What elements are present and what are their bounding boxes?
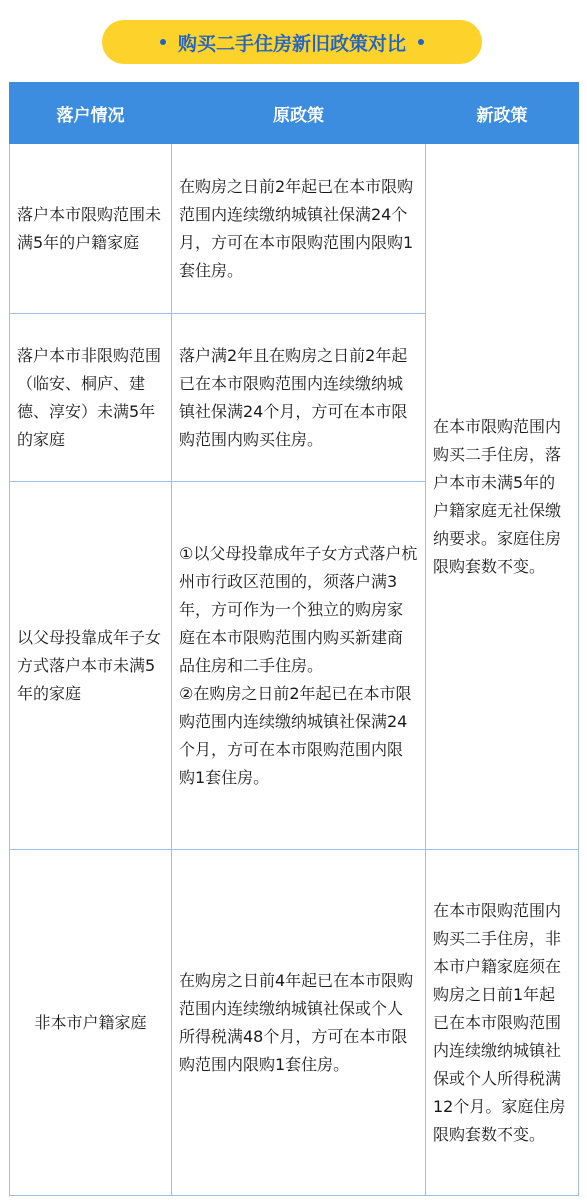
cell-situation: 以父母投靠成年子女方式落户本市未满5年的家庭	[10, 482, 172, 850]
old-policy-item-2: ②在购房之日前2年起已在本市限购范围内连续缴纳城镇社保满24个月，方可在本市限购范围内限购1套住房。	[179, 683, 412, 787]
cell-situation: 落户本市非限购范围（临安、桐庐、建德、淳安）未满5年的家庭	[10, 314, 172, 482]
bullet-dot-icon	[418, 39, 424, 45]
page-title: 购买二手住房新旧政策对比	[177, 32, 406, 55]
title-banner	[0, 0, 587, 80]
table-row	[10, 144, 579, 314]
cell-old-policy: 落户满2年且在购房之日前2年起已在本市限购范围内连续缴纳城镇社保满24个月，方可在本市限购范围内购买住房。	[172, 314, 426, 482]
cell-old-policy	[172, 482, 426, 850]
bullet-dot-icon	[160, 39, 166, 45]
header-new-policy: 新政策	[426, 83, 579, 144]
old-policy-item-1: ①以父母投靠成年子女方式落户杭州市行政区范围的，须落户满3年，方可作为一个独立的购房家庭在本市限购范围内购买新建商品住房和二手住房。	[179, 543, 418, 675]
policy-comparison-table	[9, 82, 579, 1196]
table-header-row	[10, 83, 579, 144]
header-situation: 落户情况	[10, 83, 172, 144]
cell-old-policy: 在购房之日前2年起已在本市限购范围内连续缴纳城镇社保满24个月，方可在本市限购范围内限购1套住房。	[172, 144, 426, 314]
table-row	[10, 850, 579, 1196]
header-old-policy: 原政策	[172, 83, 426, 144]
cell-situation: 落户本市限购范围未满5年的户籍家庭	[10, 144, 172, 314]
cell-new-policy: 在本市限购范围内购买二手住房，非本市户籍家庭须在购房之日前1年起已在本市限购范围内连续缴纳城镇社保或个人所得税满12个月。家庭住房限购套数不变。	[426, 850, 579, 1196]
cell-situation: 非本市户籍家庭	[10, 850, 172, 1196]
cell-old-policy: 在购房之日前4年起已在本市限购范围内连续缴纳城镇社保或个人所得税满48个月，方可在本市限购范围内限购1套住房。	[172, 850, 426, 1196]
title-pill	[102, 20, 482, 64]
cell-new-policy-merged: 在本市限购范围内购买二手住房，落户本市未满5年的户籍家庭无社保缴纳要求。家庭住房限购套数不变。	[426, 144, 579, 850]
